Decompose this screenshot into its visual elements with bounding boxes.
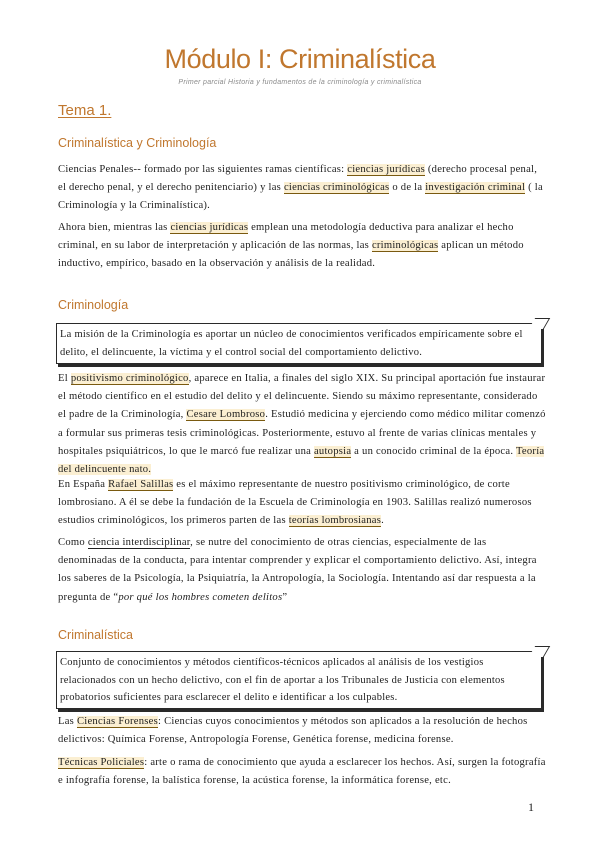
definition-text: La misión de la Criminología es aportar un núcleo de conocimientos verificados empíricamente sobre el delito, el delincuente, la víctima y el control social del comportamiento delictivo. — [60, 329, 523, 358]
underline-ciencia-interdisciplinar: ciencia interdisciplinar — [87, 537, 191, 548]
highlight-teorias-lombrosianas: teorías lombrosianas — [288, 515, 382, 527]
highlight-ciencias-juridicas: ciencias jurídicas — [347, 164, 425, 175]
highlight-cesare-lombroso: Cesare Lombroso — [186, 409, 266, 421]
page-fold-decoration — [529, 646, 550, 657]
highlight-tecnicas-policiales: Técnicas Policiales — [58, 757, 145, 768]
italic-question: por qué los hombres cometen delitos — [118, 591, 283, 603]
highlight-ciencias-forenses: Ciencias Forenses — [76, 716, 158, 727]
highlight-autopsia: autopsia — [313, 445, 352, 457]
page-fold-decoration — [529, 318, 550, 329]
definition-text: Conjunto de conocimientos y métodos científicos-técnicos aplicados al análisis de los vestigios relacionados con un hecho delictivo, con el fin de aportar a los Tribunales de Justicia con elementos probatorios suficientes para esclarecer el delito e identificar a los culpables. — [60, 657, 505, 703]
paragraph-metodologia: Ahora bien, mientras las ciencias jurídicas emplean una metodología deductiva para analizar el hecho criminal, en su labor de interpretación y aplicación de las normas, las criminológicas aplican un método inductivo, empírico, basado en la observación y análisis de la realidad. — [58, 222, 524, 270]
heading-criminalistica: Criminalística — [58, 628, 134, 642]
paragraph-tecnicas-policiales: Técnicas Policiales: arte o rama de conocimiento que ayuda a esclarecer los hechos. Así, surgen la fotografía e infografía forense, la balística forense, la acústica forense, la informática forense, etc. — [58, 757, 546, 786]
paragraph-positivismo: El positivismo criminológico, aparece en Italia, a finales del siglo XIX. Su principal aportación fue instaurar el método científico en el estudio del delito y el delincuente. Siendo su máximo representante, considerado el padre de la Criminología, Cesare Lombroso. Estudió medicina y ejerciendo como médico militar comenzó a formular sus primeras tesis criminológicas. Posteriormente, estuvo al frente de varias clínicas mentales y hospitales psiquiátricos, lo que le marcó fue realizar una autopsia a un conocido criminal de la época. Teoría del delincuente nato. — [58, 373, 546, 476]
paragraph-ciencias-penales: Ciencias Penales-- formado por las siguientes ramas científicas: ciencias jurídicas (derecho procesal penal, el derecho penal, y el derecho penitenciario) y las ciencias criminológicas o de la investigación criminal ( la Criminología y la Criminalística). — [58, 164, 543, 212]
definition-box-criminalistica — [56, 651, 542, 709]
highlight-criminologicas: criminológicas — [371, 240, 439, 252]
section-tema-heading: Tema 1. — [58, 102, 112, 119]
document-title: Módulo I: Criminalística — [164, 44, 436, 74]
highlight-positivismo-criminologico: positivismo criminológico — [70, 373, 189, 384]
definition-box-criminologia — [56, 323, 542, 364]
highlight-investigacion-criminal: investigación criminal — [425, 182, 526, 194]
paragraph-ciencias-forenses: Las Ciencias Forenses: Ciencias cuyos conocimientos y métodos son aplicados a la resolución de hechos delictivos: Química Forense, Antropología Forense, Genética forense, medicina forense. — [58, 716, 528, 745]
highlight-ciencias-juridicas-2: ciencias jurídicas — [170, 222, 249, 233]
highlight-ciencias-criminologicas: ciencias criminológicas — [283, 182, 390, 194]
paragraph-salillas: En España Rafael Salillas es el máximo representante de nuestro positivismo criminológico, de corte lombrosiano. A él se debe la fundación de la Escuela de Criminología en 1903. Salillas realizó numerosos estudios criminológicos, los primeros parten de las teorías lombrosianas. — [58, 479, 532, 527]
paragraph-interdisciplinar: Como ciencia interdisciplinar, se nutre del conocimiento de otras ciencias, especialmente de las denominadas de la conducta, para intentar comprender y explicar el comportamiento delictivo. Así, integra los saberes de la Psicología, la Psiquiatría, la Antropología, la Sociología. Intentando así dar respuesta a la pregunta de “por qué los hombres cometen delitos” — [58, 537, 537, 603]
heading-criminalistica-y-criminologia: Criminalística y Criminología — [58, 136, 217, 150]
heading-criminologia: Criminología — [58, 298, 129, 312]
page-number: 1 — [528, 800, 534, 814]
highlight-teoria-delincuente-nato: Teoría del delincuente nato. — [58, 445, 545, 476]
highlight-rafael-salillas: Rafael Salillas — [108, 479, 174, 490]
document-subtitle: Primer parcial Historia y fundamentos de la criminología y criminalística — [178, 79, 422, 86]
